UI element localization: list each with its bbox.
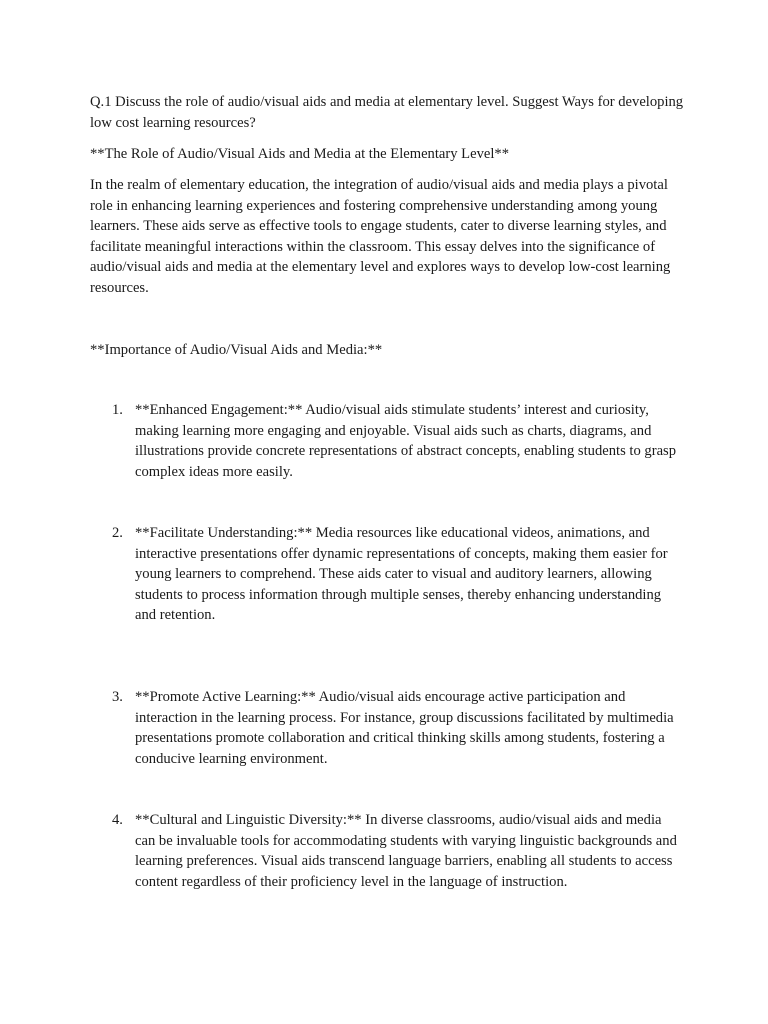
list-item-number: 1. — [112, 402, 123, 418]
list-item-number: 4. — [112, 812, 123, 828]
list-item-number: 2. — [112, 525, 123, 541]
list-item-text: **Cultural and Linguistic Diversity:** In diverse classrooms, audio/visual aids and media can be invaluable tools for accommodating students with varying linguistic backgrounds and learning preferences. Visual aids transcend language barriers, enabling all students to access content regardless of their proficiency level in the language of instruction. — [135, 812, 677, 890]
list-item-text: **Promote Active Learning:** Audio/visual aids encourage active participation and interaction in the learning process. For instance, group discussions facilitated by multimedia presentations promote collaboration and critical thinking skills among students, fostering a conducive learning environment. — [135, 689, 674, 767]
section-heading: **The Role of Audio/Visual Aids and Media at the Elementary Level** — [90, 146, 509, 162]
list-item-text: **Facilitate Understanding:** Media resources like educational videos, animations, and interactive presentations offer dynamic representations of concepts, making them easier for young learners to comprehend. These aids cater to visual and auditory learners, allowing students to process information through multiple senses, thereby enhancing understanding and retention. — [135, 525, 668, 624]
question-text: Q.1 Discuss the role of audio/visual aids and media at elementary level. Suggest Ways for developing low cost learning resources? — [90, 94, 684, 131]
importance-subheading: **Importance of Audio/Visual Aids and Media:** — [90, 342, 383, 358]
intro-paragraph: In the realm of elementary education, the integration of audio/visual aids and media plays a pivotal role in enhancing learning experiences and fostering comprehensive understanding among young learners. These aids serve as effective tools to engage students, cater to diverse learning styles, and facilitate meaningful interactions within the classroom. This essay delves into the significance of audio/visual aids and media at the elementary level and explores ways to develop low-cost learning resources. — [90, 177, 671, 296]
list-item-text: **Enhanced Engagement:** Audio/visual aids stimulate students’ interest and curiosity, making learning more engaging and enjoyable. Visual aids such as charts, diagrams, and illustrations provide concrete representations of abstract concepts, enabling students to grasp complex ideas more easily. — [135, 402, 677, 480]
list-item-number: 3. — [112, 689, 123, 705]
